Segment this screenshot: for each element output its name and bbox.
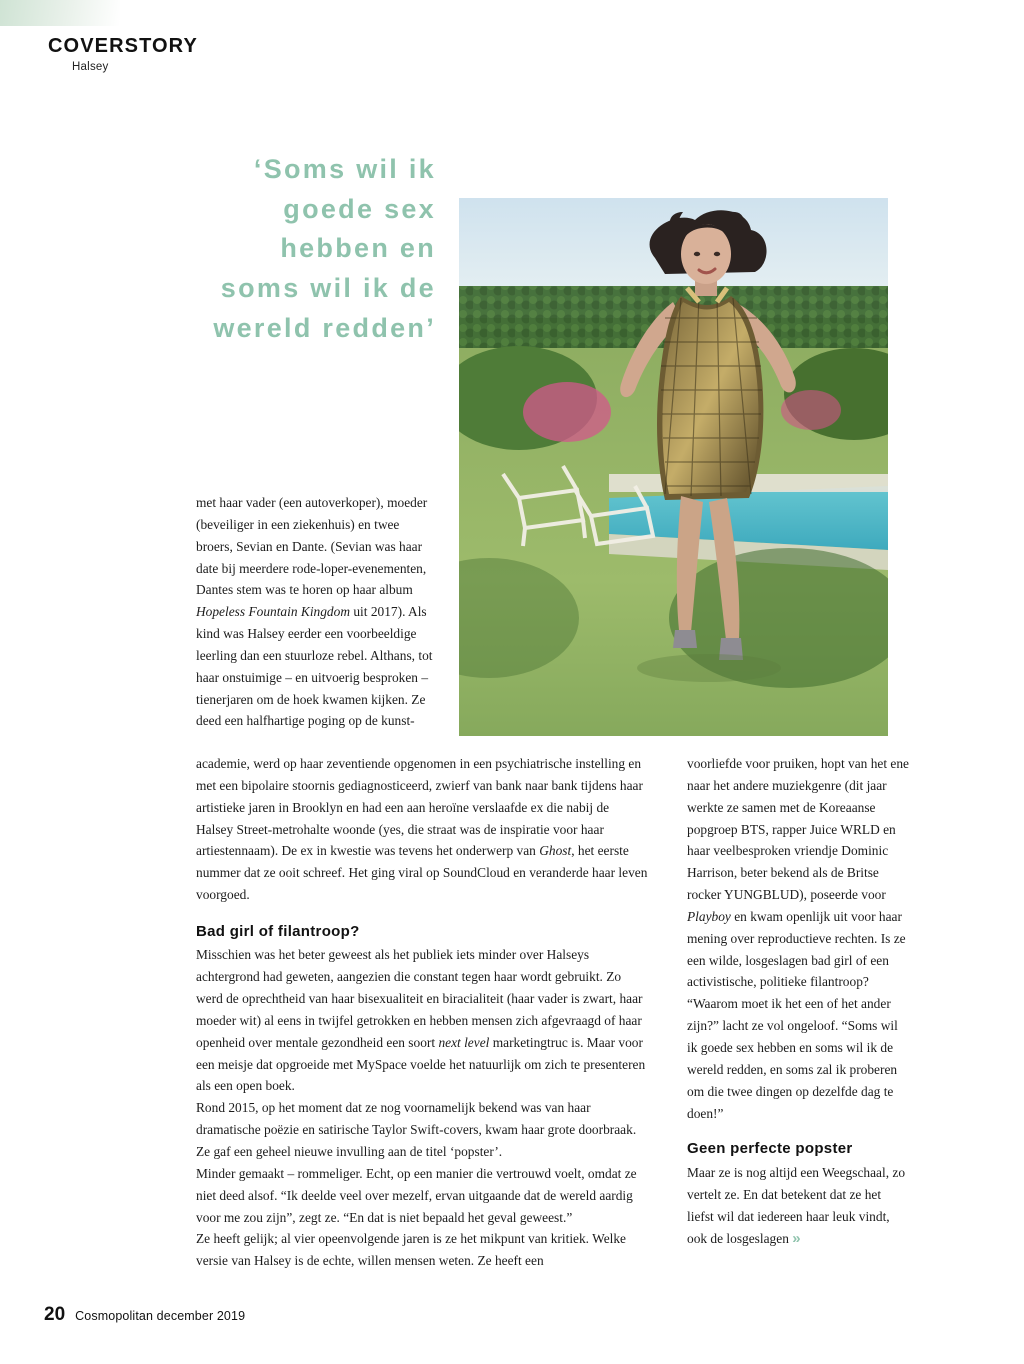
paragraph-rond-2015: Rond 2015, op het moment dat ze nog voornamelijk bekend was van haar dramatische poëzie en satirische Taylor Swift-covers, kwam haar grote doorbraak. Ze gaf een geheel nieuwe invulling aan de titel ‘popster’. (196, 1100, 637, 1159)
page-footer (44, 1304, 245, 1326)
paragraph-weegschaal (687, 1162, 909, 1252)
coverstory-header (48, 36, 198, 73)
paragraph-misschien: Misschien was het beter geweest als het publiek iets minder over Halseys achtergrond had geweten, aangezien die constant tegen haar wordt gebruikt. Zo werd de oprechtheid van haar bisexualiteit en biracialiteit (haar vader is zwart, haar moeder wit) al eens in twijfel getrokken en hebben mensen zich afgevraagd of haar openheid over mentale gezondheid een soort next level marketingtruc is. Maar voor een meisje dat opgroeide met MySpace voelde het natuurlijk om zich te presenteren als een open boek. (196, 947, 646, 1094)
pull-quote: ‘Soms wil ik goede sex hebben en soms wil ik de wereld redden’ (213, 154, 436, 343)
intro-column (196, 492, 434, 732)
body-right-column (687, 753, 909, 1252)
page-corner-gradient (0, 0, 120, 26)
paragraph-minder-gemaakt: Minder gemaakt – rommeliger. Echt, op een manier die vertrouwd voelt, omdat ze niet deed alsof. “Ik deelde veel over mezelf, ervan uitgaande dat de wereld aardig voor me zou zijn”, zegt ze. “En dat is niet bepaald het geval geweest.” (196, 1165, 637, 1225)
coverstory-subject: Halsey (72, 61, 109, 73)
coverstory-kicker: COVERSTORY (48, 35, 198, 57)
body-left-column (196, 753, 648, 1272)
paragraph-weegschaal-text: Maar ze is nog altijd een Weegschaal, zo vertelt ze. En dat betekent dat ze het liefst wil dat iedereen haar leuk vindt, ook de losgeslagen (687, 1164, 906, 1247)
paragraph-academie: academie, werd op haar zeventiende opgenomen in een psychiatrische instelling en met een bipolaire stoornis gediagnosticeerd, zwierf van bank naar bank tijdens haar artistieke jaren in Brooklyn en had een aan heroïne verslaafde ex die nabij de Halsey Street-metrohalte woonde (yes, die straat was de inspiratie voor haar artiestennaam). De ex in kwestie was tevens het onderwerp van Ghost, het eerste nummer dat ze ooit schreef. Het ging viral op SoundCloud en veranderde haar leven voorgoed. (196, 756, 648, 903)
halsey-photo (459, 198, 888, 736)
page-number: 20 (44, 1304, 66, 1325)
subhead-bad-girl: Bad girl of filantroop? (196, 922, 360, 940)
subhead-geen-perfecte-popster: Geen perfecte popster (687, 1140, 853, 1158)
paragraph-voorliefde: voorliefde voor pruiken, hopt van het ene naar het andere muziekgenre (dit jaar werkte ze samen met de Koreaanse popgroep BTS, rapper Juice WRLD en haar veelbesproken vriendje Dominic Harrison, beter bekend als de Britse rocker YUNGBLUD), poseerde voor Playboy en kwam openlijk uit voor haar mening over reproductieve rechten. Is ze een wilde, losgeslagen bad girl of een activistische, politieke filantroop? “Waarom moet ik het een of het ander zijn?” lacht ze vol ongeloof. “Soms wil ik goede sex hebben en soms wil ik de wereld redden, en soms zal ik proberen om die twee dingen op dezelfde dag te doen!” (687, 756, 909, 1121)
paragraph-ze-heeft-gelijk: Ze heeft gelijk; al vier opeenvolgende jaren is ze het mikpunt van kritiek. Welke versie van Halsey is de echte, willen mensen weten. Ze heeft een (196, 1231, 626, 1269)
issue-label: Cosmopolitan december 2019 (75, 1309, 246, 1323)
intro-paragraph: met haar vader (een autoverkoper), moeder (beveiliger in een ziekenhuis) en twee broers, Sevian en Dante. (Sevian was haar date bij meerdere rode-loper-evenementen, Dantes stem was te horen op haar album Hopeless Fountain Kingdom uit 2017). Als kind was Halsey eerder een voorbeeldige leerling dan een stuurloze rebel. Althans, tot haar onstuimige – en uitvoerig besproken – tienerjaren om de hoek kwamen kijken. Ze deed een halfhartige poging op de kunst- (196, 495, 433, 729)
continue-arrow-icon: » (792, 1230, 800, 1248)
